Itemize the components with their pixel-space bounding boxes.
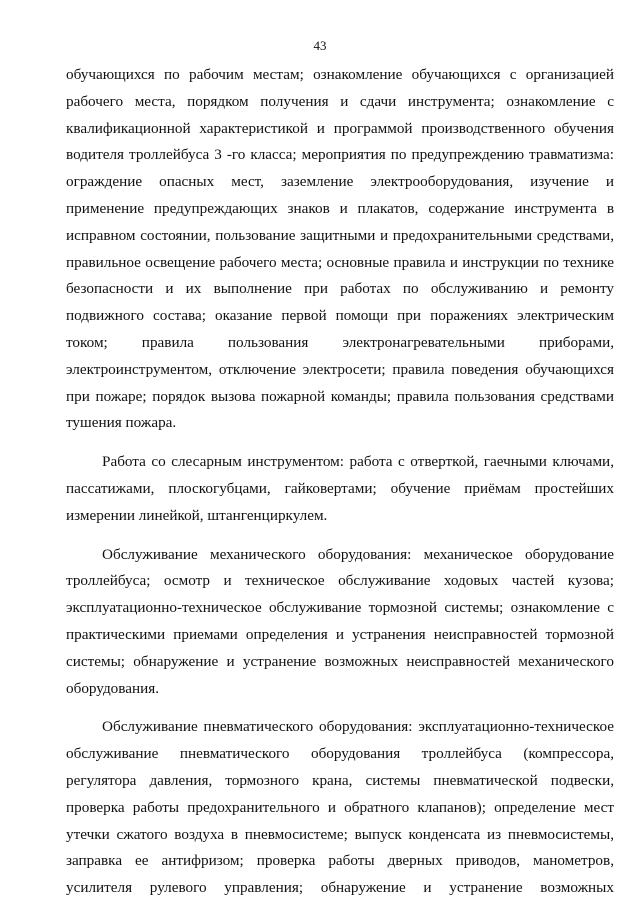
paragraph-mechanical-equipment: Обслуживание механического оборудования: механическое оборудование троллейбуса; осмотр и техническое обслуживание ходовых частей кузова; эксплуатационно-техническое обслуживание тормозной системы; ознакомление с практическими приемами определения и устранения неисправностей тормозной системы; обнаружение и устранение возможных неисправностей механического оборудования. (66, 545, 614, 697)
page-number: 43 (313, 38, 327, 53)
body-text (66, 62, 614, 902)
paragraph-safety-training: обучающихся по рабочим местам; ознакомление обучающихся с организацией рабочего места, порядком получения и сдачи инструмента; ознакомление с квалификационной характеристикой и программой производственного обучения водителя троллейбуса 3 -го класса; мероприятия по предупреждению травматизма: ограждение опасных мест, заземление электрооборудования, изучение и применение предупреждающих знаков и плакатов, содержание инструмента в исправном состоянии, пользование защитными и предохранительными средствами, правильное освещение рабочего места; основные правила и инструкции по технике безопасности и их выполнение при работах по обслуживанию и ремонту подвижного состава; оказание первой помощи при поражениях электрическим током; правила пользования электронагревательными приборами, электроинструментом, отключение электросети; правила поведения обучающихся при пожаре; порядок вызова пожарной команды; правила пользования средствами тушения пожара. (66, 66, 614, 432)
paragraph-locksmith-tools: Работа со слесарным инструментом: работа с отверткой, гаечными ключами, пассатижами, плоскогубцами, гайковертами; обучение приёмам простейших измерении линейкой, штангенциркулем. (66, 453, 614, 524)
paragraph-pneumatic-equipment: Обслуживание пневматического оборудования: эксплуатационно-техническое обслуживание пневматического оборудования троллейбуса (компрессора, регулятора давления, тормозного крана, системы пневматической подвески, проверка работы предохранительного и обратного клапанов); определение мест утечки сжатого воздуха в пневмосистеме; выпуск конденсата из пневмосистемы, заправка ее антифризом; проверка работы дверных приводов, манометров, усилителя рулевого управления; обнаружение и устранение возможных (66, 718, 614, 897)
